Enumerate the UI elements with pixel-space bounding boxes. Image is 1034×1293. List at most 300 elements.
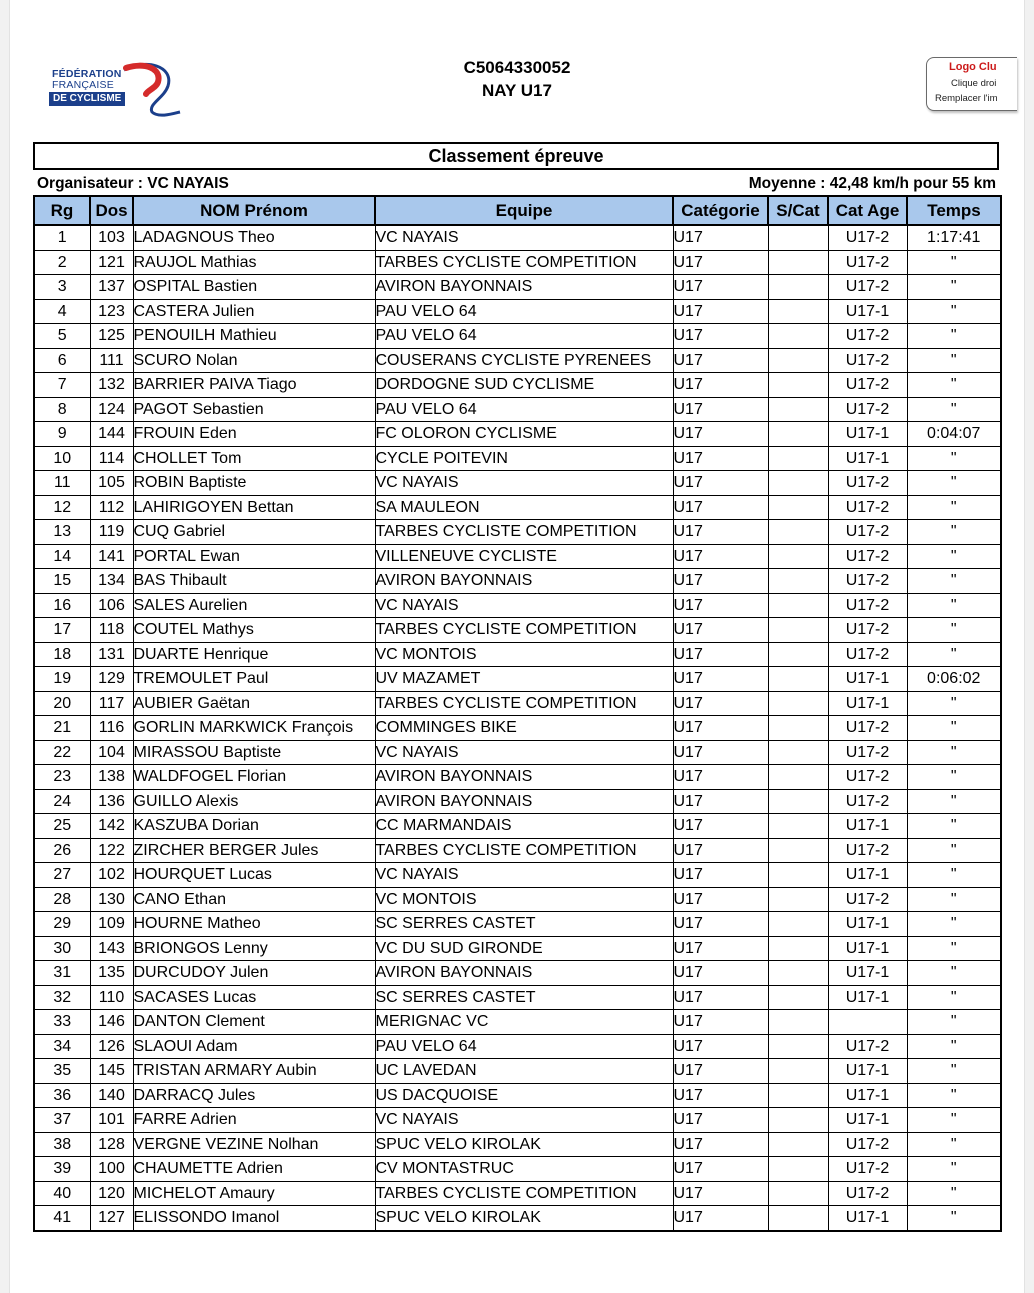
bib-cell: 103 [90, 225, 133, 250]
rider-name-cell: HOURQUET Lucas [133, 863, 375, 888]
subcategory-cell [768, 1059, 828, 1084]
cat-age-cell: U17-1 [828, 985, 907, 1010]
rider-name-cell: KASZUBA Dorian [133, 814, 375, 839]
time-cell: " [907, 275, 1001, 300]
team-cell: VC DU SUD GIRONDE [375, 936, 673, 961]
subcategory-cell [768, 446, 828, 471]
rider-name-cell: PAGOT Sebastien [133, 397, 375, 422]
bib-cell: 124 [90, 397, 133, 422]
team-cell: VC NAYAIS [375, 740, 673, 765]
time-cell: " [907, 324, 1001, 349]
cat-age-cell: U17-1 [828, 961, 907, 986]
category-cell: U17 [673, 593, 768, 618]
time-cell: " [907, 961, 1001, 986]
subcategory-cell [768, 1157, 828, 1182]
time-cell: " [907, 863, 1001, 888]
bib-cell: 102 [90, 863, 133, 888]
category-cell: U17 [673, 471, 768, 496]
table-row [34, 863, 1001, 888]
table-row [34, 495, 1001, 520]
time-cell: " [907, 544, 1001, 569]
table-row [34, 1010, 1001, 1035]
time-cell: 0:06:02 [907, 667, 1001, 692]
table-row [34, 1157, 1001, 1182]
team-cell: CC MARMANDAIS [375, 814, 673, 839]
rider-name-cell: TREMOULET Paul [133, 667, 375, 692]
team-cell: FC OLORON CYCLISME [375, 422, 673, 447]
table-row [34, 814, 1001, 839]
subcategory-cell [768, 912, 828, 937]
rider-name-cell: LADAGNOUS Theo [133, 225, 375, 250]
table-row [34, 716, 1001, 741]
table-row [34, 446, 1001, 471]
category-cell: U17 [673, 1010, 768, 1035]
table-row [34, 1108, 1001, 1133]
table-row [34, 936, 1001, 961]
subcategory-cell [768, 324, 828, 349]
time-cell: " [907, 789, 1001, 814]
team-cell: COUSERANS CYCLISTE PYRENEES [375, 348, 673, 373]
team-cell: TARBES CYCLISTE COMPETITION [375, 520, 673, 545]
time-cell: 0:04:07 [907, 422, 1001, 447]
category-cell: U17 [673, 569, 768, 594]
rank-cell: 35 [34, 1059, 90, 1084]
time-cell: " [907, 642, 1001, 667]
time-cell: " [907, 471, 1001, 496]
subcategory-cell [768, 495, 828, 520]
subcategory-cell [768, 544, 828, 569]
rank-cell: 27 [34, 863, 90, 888]
category-cell: U17 [673, 863, 768, 888]
team-cell: TARBES CYCLISTE COMPETITION [375, 618, 673, 643]
rank-cell: 41 [34, 1206, 90, 1231]
bib-cell: 101 [90, 1108, 133, 1133]
organizer-label: Organisateur : VC NAYAIS [37, 175, 229, 192]
team-cell: AVIRON BAYONNAIS [375, 961, 673, 986]
subcategory-cell [768, 838, 828, 863]
time-cell: " [907, 912, 1001, 937]
time-cell: " [907, 495, 1001, 520]
rank-cell: 26 [34, 838, 90, 863]
cat-age-cell: U17-2 [828, 1181, 907, 1206]
rank-cell: 5 [34, 324, 90, 349]
rider-name-cell: DURCUDOY Julen [133, 961, 375, 986]
rank-cell: 32 [34, 985, 90, 1010]
table-row [34, 593, 1001, 618]
cat-age-cell: U17-2 [828, 250, 907, 275]
table-row [34, 667, 1001, 692]
column-header-time: Temps [907, 196, 1001, 225]
rank-cell: 6 [34, 348, 90, 373]
cat-age-cell: U17-1 [828, 814, 907, 839]
team-cell: DORDOGNE SUD CYCLISME [375, 373, 673, 398]
time-cell: " [907, 1181, 1001, 1206]
table-row [34, 544, 1001, 569]
bib-cell: 146 [90, 1010, 133, 1035]
table-row [34, 691, 1001, 716]
bib-cell: 123 [90, 299, 133, 324]
rank-cell: 39 [34, 1157, 90, 1182]
club-logo-line-1: Logo Clu [949, 61, 997, 73]
rider-name-cell: PENOUILH Mathieu [133, 324, 375, 349]
category-cell: U17 [673, 936, 768, 961]
rider-name-cell: VERGNE VEZINE Nolhan [133, 1132, 375, 1157]
cat-age-cell: U17-2 [828, 1132, 907, 1157]
cat-age-cell: U17-2 [828, 838, 907, 863]
subcategory-cell [768, 397, 828, 422]
rider-name-cell: BARRIER PAIVA Tiago [133, 373, 375, 398]
rank-cell: 2 [34, 250, 90, 275]
table-row [34, 887, 1001, 912]
table-row [34, 765, 1001, 790]
cat-age-cell: U17-2 [828, 495, 907, 520]
subcategory-cell [768, 863, 828, 888]
subcategory-cell [768, 765, 828, 790]
team-cell: CV MONTASTRUC [375, 1157, 673, 1182]
cat-age-cell: U17-1 [828, 446, 907, 471]
rank-cell: 21 [34, 716, 90, 741]
team-cell: PAU VELO 64 [375, 299, 673, 324]
rank-cell: 9 [34, 422, 90, 447]
table-row [34, 397, 1001, 422]
rank-cell: 24 [34, 789, 90, 814]
rank-cell: 36 [34, 1083, 90, 1108]
cat-age-cell: U17-2 [828, 642, 907, 667]
time-cell: " [907, 1108, 1001, 1133]
subcategory-cell [768, 814, 828, 839]
federation-logo-line-1: FÉDÉRATION [52, 68, 122, 80]
table-row [34, 1181, 1001, 1206]
rider-name-cell: GUILLO Alexis [133, 789, 375, 814]
subcategory-cell [768, 740, 828, 765]
bib-cell: 136 [90, 789, 133, 814]
column-header-rg: Rg [34, 196, 90, 225]
column-header-dos: Dos [90, 196, 133, 225]
category-cell: U17 [673, 495, 768, 520]
category-cell: U17 [673, 250, 768, 275]
cat-age-cell: U17-2 [828, 324, 907, 349]
column-header-team: Equipe [375, 196, 673, 225]
rank-cell: 37 [34, 1108, 90, 1133]
rider-name-cell: FROUIN Eden [133, 422, 375, 447]
federation-logo-line-2: FRANÇAISE [52, 79, 114, 91]
table-row [34, 985, 1001, 1010]
table-header-row [34, 196, 1001, 225]
event-name: NAY U17 [482, 81, 552, 100]
time-cell: " [907, 1034, 1001, 1059]
cat-age-cell: U17-2 [828, 1157, 907, 1182]
rider-name-cell: RAUJOL Mathias [133, 250, 375, 275]
cat-age-cell: U17-1 [828, 863, 907, 888]
bib-cell: 118 [90, 618, 133, 643]
bib-cell: 112 [90, 495, 133, 520]
category-cell: U17 [673, 1132, 768, 1157]
table-row [34, 789, 1001, 814]
subcategory-cell [768, 348, 828, 373]
subcategory-cell [768, 275, 828, 300]
rank-cell: 7 [34, 373, 90, 398]
event-code: C5064330052 [463, 58, 571, 77]
subcategory-cell [768, 887, 828, 912]
rank-cell: 18 [34, 642, 90, 667]
team-cell: TARBES CYCLISTE COMPETITION [375, 838, 673, 863]
ranking-title: Classement épreuve [33, 142, 999, 170]
rider-name-cell: DANTON Clement [133, 1010, 375, 1035]
bib-cell: 104 [90, 740, 133, 765]
rank-cell: 30 [34, 936, 90, 961]
category-cell: U17 [673, 887, 768, 912]
time-cell: " [907, 1083, 1001, 1108]
bib-cell: 114 [90, 446, 133, 471]
time-cell: " [907, 397, 1001, 422]
subcategory-cell [768, 569, 828, 594]
rank-cell: 3 [34, 275, 90, 300]
rank-cell: 16 [34, 593, 90, 618]
rider-name-cell: TRISTAN ARMARY Aubin [133, 1059, 375, 1084]
rank-cell: 38 [34, 1132, 90, 1157]
club-logo-line-3: Remplacer l'im [935, 93, 998, 104]
club-logo-placeholder [926, 57, 1017, 111]
team-cell: MERIGNAC VC [375, 1010, 673, 1035]
category-cell: U17 [673, 691, 768, 716]
team-cell: SA MAULEON [375, 495, 673, 520]
category-cell: U17 [673, 299, 768, 324]
table-row [34, 618, 1001, 643]
team-cell: PAU VELO 64 [375, 397, 673, 422]
team-cell: AVIRON BAYONNAIS [375, 569, 673, 594]
team-cell: PAU VELO 64 [375, 324, 673, 349]
bib-cell: 130 [90, 887, 133, 912]
cat-age-cell: U17-1 [828, 1206, 907, 1231]
rider-name-cell: CUQ Gabriel [133, 520, 375, 545]
time-cell: " [907, 446, 1001, 471]
rider-name-cell: COUTEL Mathys [133, 618, 375, 643]
rider-name-cell: CASTERA Julien [133, 299, 375, 324]
bib-cell: 135 [90, 961, 133, 986]
rider-name-cell: BAS Thibault [133, 569, 375, 594]
bib-cell: 140 [90, 1083, 133, 1108]
rider-name-cell: LAHIRIGOYEN Bettan [133, 495, 375, 520]
category-cell: U17 [673, 1083, 768, 1108]
cat-age-cell: U17-1 [828, 299, 907, 324]
category-cell: U17 [673, 373, 768, 398]
rider-name-cell: SLAOUI Adam [133, 1034, 375, 1059]
subcategory-cell [768, 1181, 828, 1206]
time-cell: " [907, 1132, 1001, 1157]
bib-cell: 143 [90, 936, 133, 961]
category-cell: U17 [673, 446, 768, 471]
time-cell: " [907, 299, 1001, 324]
cat-age-cell: U17-2 [828, 275, 907, 300]
table-row [34, 299, 1001, 324]
rider-name-cell: DUARTE Henrique [133, 642, 375, 667]
table-row [34, 520, 1001, 545]
rider-name-cell: SCURO Nolan [133, 348, 375, 373]
rank-cell: 22 [34, 740, 90, 765]
rank-cell: 4 [34, 299, 90, 324]
rank-cell: 33 [34, 1010, 90, 1035]
table-row [34, 642, 1001, 667]
rank-cell: 8 [34, 397, 90, 422]
bib-cell: 134 [90, 569, 133, 594]
subcategory-cell [768, 985, 828, 1010]
table-row [34, 324, 1001, 349]
cat-age-cell [828, 1010, 907, 1035]
subcategory-cell [768, 250, 828, 275]
subcategory-cell [768, 422, 828, 447]
team-cell: SPUC VELO KIROLAK [375, 1132, 673, 1157]
bib-cell: 106 [90, 593, 133, 618]
category-cell: U17 [673, 1059, 768, 1084]
rider-name-cell: BRIONGOS Lenny [133, 936, 375, 961]
subcategory-cell [768, 1034, 828, 1059]
subcategory-cell [768, 1083, 828, 1108]
rider-name-cell: FARRE Adrien [133, 1108, 375, 1133]
subcategory-cell [768, 1108, 828, 1133]
rider-name-cell: GORLIN MARKWICK François [133, 716, 375, 741]
table-row [34, 348, 1001, 373]
time-cell: " [907, 887, 1001, 912]
bib-cell: 141 [90, 544, 133, 569]
results-body [34, 225, 1001, 1231]
team-cell: VC NAYAIS [375, 863, 673, 888]
category-cell: U17 [673, 1034, 768, 1059]
cat-age-cell: U17-2 [828, 225, 907, 250]
bib-cell: 122 [90, 838, 133, 863]
time-cell: " [907, 348, 1001, 373]
time-cell: " [907, 1206, 1001, 1231]
time-cell: " [907, 1157, 1001, 1182]
table-row [34, 471, 1001, 496]
rider-name-cell: PORTAL Ewan [133, 544, 375, 569]
subcategory-cell [768, 520, 828, 545]
category-cell: U17 [673, 1157, 768, 1182]
rank-cell: 40 [34, 1181, 90, 1206]
rider-name-cell: OSPITAL Bastien [133, 275, 375, 300]
table-row [34, 912, 1001, 937]
team-cell: CYCLE POITEVIN [375, 446, 673, 471]
bib-cell: 131 [90, 642, 133, 667]
time-cell: " [907, 814, 1001, 839]
table-row [34, 1034, 1001, 1059]
cat-age-cell: U17-1 [828, 422, 907, 447]
cat-age-cell: U17-2 [828, 618, 907, 643]
table-row [34, 373, 1001, 398]
cat-age-cell: U17-1 [828, 1059, 907, 1084]
subcategory-cell [768, 789, 828, 814]
table-row [34, 740, 1001, 765]
category-cell: U17 [673, 1108, 768, 1133]
team-cell: SC SERRES CASTET [375, 912, 673, 937]
cat-age-cell: U17-2 [828, 373, 907, 398]
category-cell: U17 [673, 225, 768, 250]
cat-age-cell: U17-1 [828, 667, 907, 692]
cat-age-cell: U17-1 [828, 912, 907, 937]
time-cell: " [907, 838, 1001, 863]
category-cell: U17 [673, 961, 768, 986]
time-cell: " [907, 373, 1001, 398]
subcategory-cell [768, 642, 828, 667]
team-cell: SPUC VELO KIROLAK [375, 1206, 673, 1231]
cat-age-cell: U17-2 [828, 544, 907, 569]
time-cell: " [907, 593, 1001, 618]
category-cell: U17 [673, 765, 768, 790]
rank-cell: 31 [34, 961, 90, 986]
team-cell: AVIRON BAYONNAIS [375, 765, 673, 790]
team-cell: TARBES CYCLISTE COMPETITION [375, 1181, 673, 1206]
cat-age-cell: U17-2 [828, 348, 907, 373]
subcategory-cell [768, 936, 828, 961]
team-cell: VC MONTOIS [375, 642, 673, 667]
subcategory-cell [768, 961, 828, 986]
table-row [34, 1206, 1001, 1231]
subcategory-cell [768, 1206, 828, 1231]
rank-cell: 23 [34, 765, 90, 790]
bib-cell: 110 [90, 985, 133, 1010]
subcategory-cell [768, 691, 828, 716]
category-cell: U17 [673, 348, 768, 373]
bib-cell: 128 [90, 1132, 133, 1157]
rider-name-cell: SALES Aurelien [133, 593, 375, 618]
cat-age-cell: U17-2 [828, 520, 907, 545]
results-table [33, 195, 1002, 1232]
bib-cell: 145 [90, 1059, 133, 1084]
cat-age-cell: U17-2 [828, 740, 907, 765]
category-cell: U17 [673, 716, 768, 741]
subcategory-cell [768, 299, 828, 324]
bib-cell: 129 [90, 667, 133, 692]
rider-name-cell: CHAUMETTE Adrien [133, 1157, 375, 1182]
subcategory-cell [768, 225, 828, 250]
category-cell: U17 [673, 520, 768, 545]
table-row [34, 569, 1001, 594]
subcategory-cell [768, 1132, 828, 1157]
category-cell: U17 [673, 642, 768, 667]
category-cell: U17 [673, 667, 768, 692]
rank-cell: 1 [34, 225, 90, 250]
table-row [34, 838, 1001, 863]
category-cell: U17 [673, 985, 768, 1010]
bib-cell: 126 [90, 1034, 133, 1059]
rider-name-cell: MICHELOT Amaury [133, 1181, 375, 1206]
federation-logo-line-3: DE CYCLISME [49, 92, 125, 106]
rider-name-cell: CANO Ethan [133, 887, 375, 912]
column-header-name: NOM Prénom [133, 196, 375, 225]
category-cell: U17 [673, 1181, 768, 1206]
time-cell: " [907, 985, 1001, 1010]
category-cell: U17 [673, 397, 768, 422]
cat-age-cell: U17-1 [828, 936, 907, 961]
bib-cell: 119 [90, 520, 133, 545]
rank-cell: 15 [34, 569, 90, 594]
bib-cell: 100 [90, 1157, 133, 1182]
subcategory-cell [768, 471, 828, 496]
table-row [34, 250, 1001, 275]
team-cell: SC SERRES CASTET [375, 985, 673, 1010]
bib-cell: 111 [90, 348, 133, 373]
team-cell: PAU VELO 64 [375, 1034, 673, 1059]
rank-cell: 13 [34, 520, 90, 545]
bib-cell: 121 [90, 250, 133, 275]
category-cell: U17 [673, 422, 768, 447]
subcategory-cell [768, 1010, 828, 1035]
rider-name-cell: AUBIER Gaëtan [133, 691, 375, 716]
column-header-subcategory: S/Cat [768, 196, 828, 225]
rank-cell: 14 [34, 544, 90, 569]
bib-cell: 109 [90, 912, 133, 937]
bib-cell: 117 [90, 691, 133, 716]
team-cell: US DACQUOISE [375, 1083, 673, 1108]
